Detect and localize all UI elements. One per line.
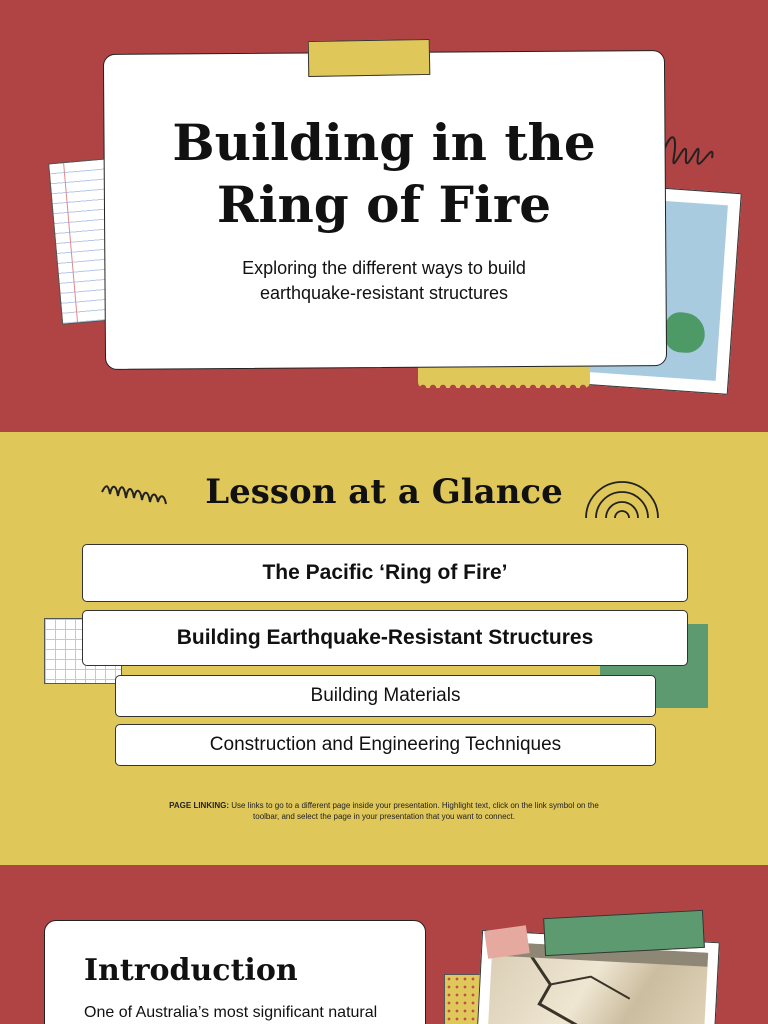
subtitle-line-1: Exploring the different ways to build <box>242 258 526 278</box>
agenda-title: Lesson at a Glance <box>205 472 563 512</box>
title-slide <box>0 0 768 432</box>
subtitle-line-2: earthquake-resistant structures <box>259 283 509 303</box>
introduction-body: One of Australia’s most significant natural <box>84 1004 378 1021</box>
agenda-slide <box>0 432 768 865</box>
introduction-title: Introduction <box>84 953 298 988</box>
agenda-item-earthquake-structures[interactable]: Building Earthquake-Resistant Structures <box>82 610 688 666</box>
pink-tape-decoration <box>484 925 529 959</box>
agenda-item-materials[interactable]: Building Materials <box>115 675 656 717</box>
title-line-2: Ring of Fire <box>216 175 552 234</box>
introduction-slide <box>0 866 768 1024</box>
presentation-subtitle <box>104 256 664 306</box>
agenda-item-techniques[interactable]: Construction and Engineering Techniques <box>115 724 656 766</box>
title-line-1: Building in the <box>172 113 596 172</box>
presentation-title <box>104 112 664 236</box>
tape-decoration <box>308 39 431 77</box>
page-linking-note <box>160 800 608 822</box>
note-text: Use links to go to a different page inside your presentation. Highlight text, click on the link symbol on the toolbar, and select the page in your presentation that you want to connect. <box>229 801 599 821</box>
agenda-item-ring-of-fire[interactable]: The Pacific ‘Ring of Fire’ <box>82 544 688 602</box>
note-label: PAGE LINKING: <box>169 801 229 810</box>
squiggle-decoration <box>660 126 720 166</box>
